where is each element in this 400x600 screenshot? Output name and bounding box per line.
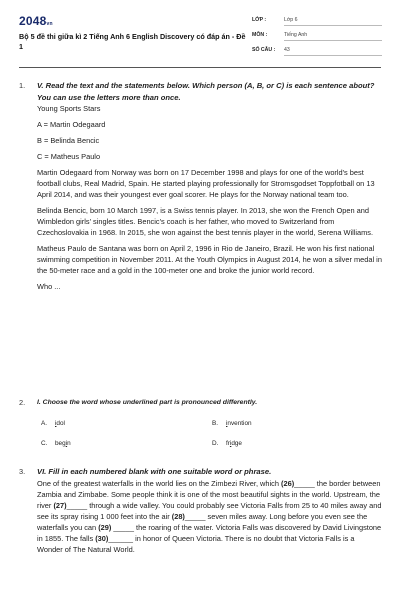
question-number: 1. bbox=[19, 81, 26, 90]
passage-text: _____ seven miles away. Long before you even see the waterfalls you can bbox=[37, 511, 368, 532]
question-instruction: VI. Fill in each numbered blank with one suitable word or phrase. bbox=[37, 467, 272, 476]
question-2: 2. I. Choose the word whose underlined part is pronounced differently. A. idol B. invention C. begin D. fridge bbox=[19, 397, 381, 457]
cloze-passage bbox=[37, 478, 382, 555]
blank-number: (28) bbox=[171, 511, 185, 521]
blank-number: (30) bbox=[95, 533, 109, 543]
document-header bbox=[0, 0, 400, 64]
blank-number: (26) bbox=[281, 478, 295, 488]
blank-number: (27) bbox=[53, 500, 67, 510]
passage-paragraph: Matheus Paulo de Santana was born on April 2, 1996 in Rio de Janeiro, Brazil. He won his first national swimming competition in November 2011. At the Youth Olympics in August 2014, he won a silver medal in the 50-meter race and a gold in the 100-meter one and broke the junior world record. bbox=[37, 244, 382, 275]
passage-text: _____ through a wide valley. You could probably see Victoria Falls from 25 to 40 miles away and see its spray rising 1 000 feet into the air bbox=[37, 500, 382, 521]
person-b: B = Belinda Bencic bbox=[37, 136, 100, 145]
blank-number: (29) bbox=[98, 522, 112, 532]
person-a: A = Martin Odegaard bbox=[37, 120, 106, 129]
header-divider bbox=[19, 67, 381, 68]
passage-paragraph: Belinda Bencic, born 10 March 1997, is a Swiss tennis player. In 2013, she won the French Open and Wimbledon girls' singles titles. Bencic's coach is her father, who moved to Switzerland from Czechoslovakia in 1968. In 2015, she won against the best tennis player in the world, Serena Williams. bbox=[37, 206, 374, 237]
passage-paragraph: Martin Odegaard from Norway was born on 17 December 1998 and plays for one of the world's best football clubs, Real Madrid, Spain. He started playing professionally for Stromsgodset Toppfotball on 13 April 2014, and was their youngest ever goal scorer. He plays for the Norway national team too. bbox=[37, 168, 375, 199]
document-title: Bộ 5 đề thi giữa kì 2 Tiếng Anh 6 English Discovery có đáp án - Đề 1 bbox=[19, 32, 246, 51]
passage-title: Young Sports Stars bbox=[37, 104, 101, 113]
question-number: 2. bbox=[19, 398, 26, 407]
question-number: 3. bbox=[19, 467, 26, 476]
meta-label: SỐ CÂU : bbox=[252, 47, 276, 53]
meta-label: LỚP : bbox=[252, 17, 267, 23]
person-c: C = Matheus Paulo bbox=[37, 152, 101, 161]
question-instruction: V. Read the text and the statements below. Which person (A, B, or C) is each sentence about? You can use the letters more than once. bbox=[37, 81, 375, 102]
meta-value: Tiếng Anh bbox=[284, 32, 382, 41]
meta-value: Lớp 6 bbox=[284, 17, 382, 26]
site-logo[interactable]: 2048vn bbox=[19, 14, 53, 28]
passage-text: _____ the border between Zambia and Zimbabe. Some people think it is one of the most beautiful sights in the world. Upstream, the river bbox=[37, 478, 381, 510]
passage-text: _____ the roaring of the water. Victoria Falls was discovered by David Livingstone in 1855. The falls bbox=[37, 522, 382, 543]
passage-text: One of the greatest waterfalls in the world lies on the Zimbezi River, which bbox=[37, 478, 282, 488]
meta-label: MÔN : bbox=[252, 32, 268, 38]
question-instruction: I. Choose the word whose underlined part is pronounced differently. bbox=[37, 399, 258, 406]
question-stem: Who ... bbox=[37, 282, 61, 291]
meta-value: 43 bbox=[284, 47, 382, 56]
passage-text: ______ in honor of Queen Victoria. There is no doubt that Victoria Falls is a Wonder of The Natural World. bbox=[37, 533, 355, 554]
